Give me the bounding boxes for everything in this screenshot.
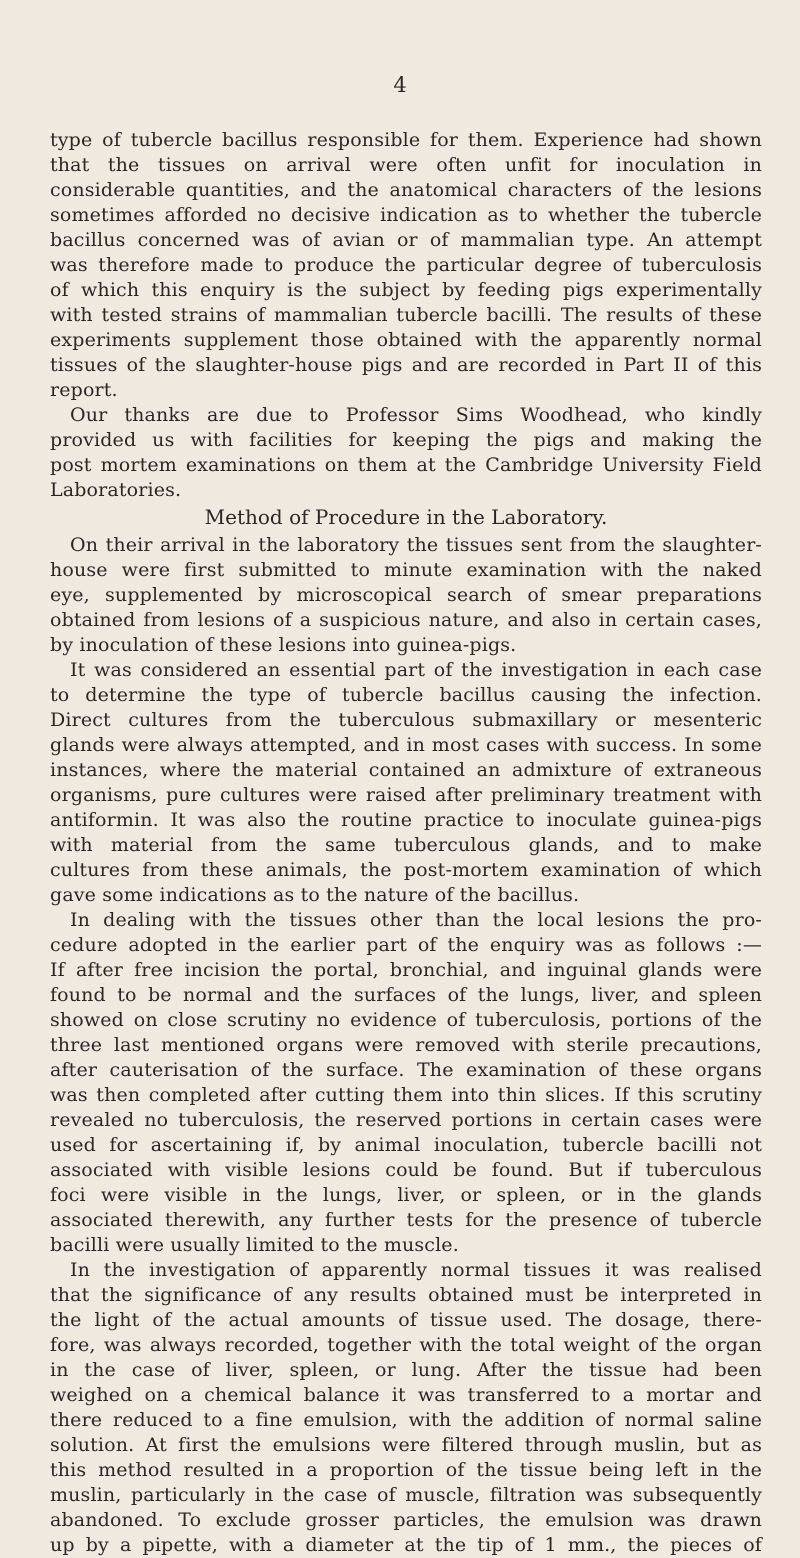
text-line: abandoned. To exclude grosser particles, the emulsion was drawn [50,1509,762,1531]
text-line: In dealing with the tissues other than the local lesions the pro- [70,909,762,931]
text-line: solution. At first the emulsions were filtered through muslin, but as [50,1434,762,1456]
text-line: revealed no tuberculosis, the reserved portions in certain cases were [50,1109,762,1131]
paragraph-method-3 [50,908,762,1258]
text-line: Direct cultures from the tuberculous submaxillary or mesenteric [50,709,762,731]
text-line: weighed on a chemical balance it was transferred to a mortar and [50,1384,762,1406]
text-line: associated therewith, any further tests for the presence of tubercle [50,1209,762,1231]
text-line: used for ascertaining if, by animal inoculation, tubercle bacilli not [50,1134,762,1156]
text-line: house were first submitted to minute examination with the naked [50,559,762,581]
text-line: that the tissues on arrival were often unfit for inoculation in [50,154,762,176]
text-line: provided us with facilities for keeping the pigs and making the [50,429,762,451]
text-line: three last mentioned organs were removed with sterile precautions, [50,1034,762,1056]
text-line: was then completed after cutting them into thin slices. If this scrutiny [50,1084,762,1106]
text-line: by inoculation of these lesions into guinea-pigs. [50,634,517,656]
text-line: found to be normal and the surfaces of the lungs, liver, and spleen [50,984,762,1006]
text-line: In the investigation of apparently normal tissues it was realised [70,1259,762,1281]
paragraph-intro-2 [50,403,762,503]
text-line: bacilli were usually limited to the muscle. [50,1234,459,1256]
text-line: muslin, particularly in the case of muscle, filtration was subsequently [50,1484,762,1506]
text-line: On their arrival in the laboratory the tissues sent from the slaughter- [70,534,762,556]
text-line: there reduced to a fine emulsion, with the addition of normal saline [50,1409,762,1431]
page-number: 4 [393,73,407,97]
text-line: Laboratories. [50,479,182,501]
section-heading: Method of Procedure in the Laboratory. [204,505,608,529]
text-line: the light of the actual amounts of tissue used. The dosage, there- [50,1309,762,1331]
text-line: sometimes afforded no decisive indication as to whether the tubercle [50,204,762,226]
text-line: glands were always attempted, and in most cases with success. In some [50,734,762,756]
paragraph-method-1 [50,533,762,658]
text-line: gave some indications as to the nature of the bacillus. [50,884,580,906]
paragraph-method-2 [50,658,762,908]
paragraph-method-4 [50,1258,762,1558]
text-line: cultures from these animals, the post-mortem examination of which [50,859,762,881]
text-line: Our thanks are due to Professor Sims Woodhead, who kindly [70,404,762,426]
text-line: antiformin. It was also the routine practice to inoculate guinea-pigs [50,809,762,831]
text-line: of which this enquiry is the subject by feeding pigs experimentally [50,279,762,301]
text-line: instances, where the material contained an admixture of extraneous [50,759,762,781]
text-line: this method resulted in a proportion of the tissue being left in the [50,1459,762,1481]
text-line: with tested strains of mammalian tubercle bacilli. The results of these [50,304,762,326]
text-line: showed on close scrutiny no evidence of tuberculosis, portions of the [50,1009,762,1031]
text-line: was therefore made to produce the particular degree of tuberculosis [50,254,762,276]
text-line: foci were visible in the lungs, liver, or spleen, or in the glands [50,1184,762,1206]
body-text [50,128,762,1558]
text-line: If after free incision the portal, bronchial, and inguinal glands were [50,959,762,981]
text-line: fore, was always recorded, together with the total weight of the organ [50,1334,762,1356]
text-line: to determine the type of tubercle bacillus causing the infection. [50,684,762,706]
text-line: associated with visible lesions could be found. But if tuberculous [50,1159,762,1181]
text-line: with material from the same tuberculous glands, and to make [50,834,762,856]
text-line: post mortem examinations on them at the Cambridge University Field [50,454,762,476]
text-line: obtained from lesions of a suspicious nature, and also in certain cases, [50,609,762,631]
text-line: experiments supplement those obtained with the apparently normal [50,329,762,351]
text-line: It was considered an essential part of the investigation in each case [70,659,762,681]
text-line: considerable quantities, and the anatomical characters of the lesions [50,179,762,201]
paragraph-intro-1 [50,128,762,403]
text-line: cedure adopted in the earlier part of the enquiry was as follows :— [50,934,762,956]
text-line: organisms, pure cultures were raised after preliminary treatment with [50,784,762,806]
text-line: bacillus concerned was of avian or of mammalian type. An attempt [50,229,762,251]
text-line: that the significance of any results obtained must be interpreted in [50,1284,762,1306]
text-line: eye, supplemented by microscopical search of smear preparations [50,584,762,606]
text-line: tissues of the slaughter-house pigs and are recorded in Part II of this [50,354,762,376]
text-line: after cauterisation of the surface. The examination of these organs [50,1059,762,1081]
text-line: report. [50,379,118,401]
text-line: up by a pipette, with a diameter at the tip of 1 mm., the pieces of [50,1534,762,1556]
text-line: in the case of liver, spleen, or lung. After the tissue had been [50,1359,762,1381]
text-line: type of tubercle bacillus responsible for them. Experience had shown [50,129,762,151]
